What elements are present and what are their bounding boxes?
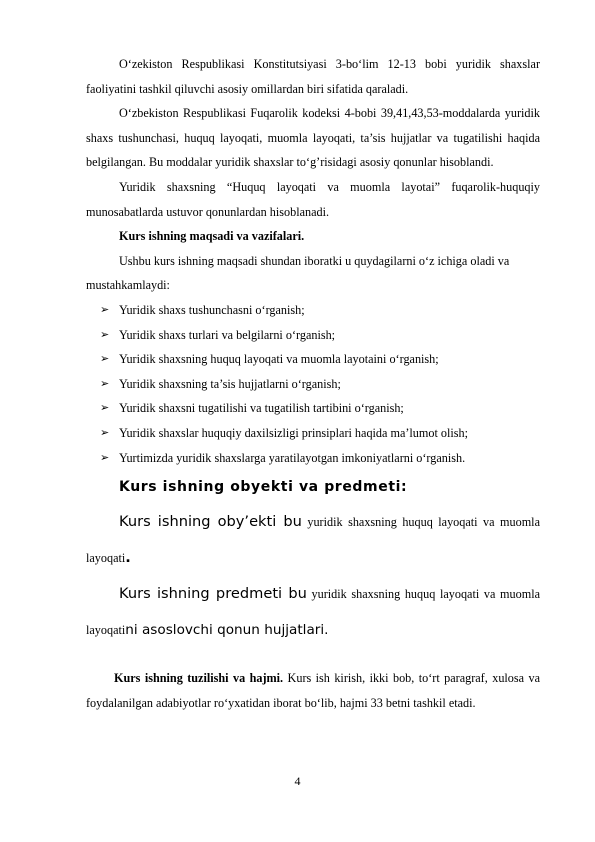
subject-definition-tail: ni asoslovchi qonun hujjatlari. (125, 622, 329, 639)
paragraph-constitution: O‘zekiston Respublikasi Konstitutsiyasi 3-bo‘lim 12-13 bobi yuridik shaxslar faoliyatini tashkil qiluvchi asosiy omillardan biri sifatida qaraladi. (86, 57, 540, 96)
structure-text: Kurs ish kirish, ikki bob, to‘rt paragraf, xulosa va foydalanilgan adabiyotlar ro‘yxatidan iborat bo‘lib, hajmi 33 betni tashkil etadi. (86, 671, 540, 710)
arrow-bullet-icon: ➢ (100, 353, 110, 366)
aims-list-item: ➢ Yuridik shaxs tushunchasni o‘rganish; (86, 298, 540, 323)
arrow-bullet-icon: ➢ (100, 426, 110, 439)
paragraph-legal-capacity: Yuridik shaxsning “Huquq layoqati va muomla layotai” fuqarolik-huquqiy munosabatlarda ustuvor qonunlardan hisoblanadi. (86, 179, 540, 219)
arrow-bullet-icon: ➢ (100, 377, 110, 390)
arrow-bullet-icon: ➢ (100, 303, 110, 316)
structure-paragraph (86, 666, 540, 715)
page-number: 4 (294, 774, 301, 788)
aims-list-item: ➢ Yuridik shaxs turlari va belgilarni o‘rganish; (86, 323, 540, 348)
aims-list-item: ➢ Yuridik shaxslar huquqiy daxilsizligi prinsiplari haqida ma’lumot olish; (86, 421, 540, 446)
subject-definition-text: yuridik shaxsning huquq layoqati va muomla layoqati (86, 587, 540, 638)
subject-definition (86, 576, 540, 648)
object-definition-text: yuridik shaxsning huquq layoqati va muomla layoqati (86, 515, 540, 566)
aims-list-item: ➢ Yuridik shaxsning ta’sis hujjatlarni o‘rganish; (86, 372, 540, 397)
aims-intro: Ushbu kurs ishning maqsadi shundan iboratki u quydagilarni o‘z ichiga oladi va mustahkamlaydi: (86, 253, 510, 293)
object-subject-heading: Kurs ishning obyekti va predmeti: (119, 479, 408, 496)
arrow-bullet-icon: ➢ (100, 451, 110, 464)
aims-list (86, 298, 540, 470)
object-definition-lead: Kurs ishning oby’ekti bu (119, 513, 302, 531)
object-definition (86, 504, 540, 576)
object-definition-end: . (125, 549, 131, 567)
paragraph-civil-code: O‘zbekiston Respublikasi Fuqarolik kodeksi 4-bobi 39,41,43,53-moddalarda yuridik shaxs tushunchasi, huquq layoqati, muomla layoqati, ta’sis hujjatlar va tugatilishi haqida belgilangan. Bu moddalar yuridik shaxslar to‘g’risidagi asosiy qonunlar hisoblandi. (86, 106, 540, 170)
aims-list-item: ➢ Yuridik shaxsni tugatilishi va tugatilish tartibini o‘rganish; (86, 396, 540, 421)
subject-definition-lead: Kurs ishning predmeti bu (119, 585, 307, 603)
aims-heading: Kurs ishning maqsadi va vazifalari. (119, 229, 305, 244)
arrow-bullet-icon: ➢ (100, 328, 110, 341)
structure-lead: Kurs ishning tuzilishi va hajmi. (114, 671, 284, 686)
aims-list-item: ➢ Yurtimizda yuridik shaxslarga yaratilayotgan imkoniyatlarni o‘rganish. (86, 446, 540, 471)
aims-list-item: ➢ Yuridik shaxsning huquq layoqati va muomla layotaini o‘rganish; (86, 347, 540, 372)
document-body (86, 52, 540, 715)
arrow-bullet-icon: ➢ (100, 402, 110, 415)
